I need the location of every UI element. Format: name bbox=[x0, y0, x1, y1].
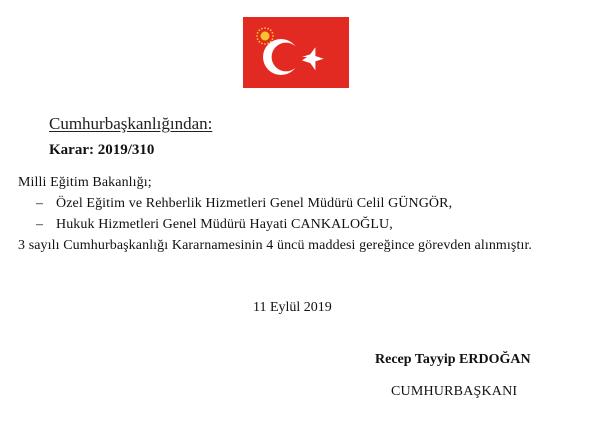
issuer-heading: Cumhurbaşkanlığından: bbox=[49, 114, 213, 133]
list-item bbox=[36, 217, 393, 233]
document-date: 11 Eylül 2019 bbox=[253, 300, 332, 315]
ministry-line: Milli Eğitim Bakanlığı; bbox=[18, 175, 152, 190]
turkish-flag-emblem bbox=[243, 17, 349, 88]
list-item-text: Özel Eğitim ve Rehberlik Hizmetleri Genel Müdürü Celil GÜNGÖR, bbox=[56, 196, 453, 211]
dash-bullet: – bbox=[36, 196, 44, 211]
crescent-star-icon bbox=[243, 17, 349, 88]
list-item bbox=[36, 196, 452, 212]
decision-number: Karar: 2019/310 bbox=[49, 142, 155, 158]
conclusion-line: 3 sayılı Cumhurbaşkanlığı Kararnamesinin 4 üncü maddesi gereğince görevden alınmıştır. bbox=[18, 238, 533, 253]
signer-name: Recep Tayyip ERDOĞAN bbox=[375, 352, 531, 367]
signer-title: CUMHURBAŞKANI bbox=[391, 384, 518, 399]
dash-bullet: – bbox=[36, 217, 44, 232]
list-item-text: Hukuk Hizmetleri Genel Müdürü Hayati CANKALOĞLU, bbox=[56, 217, 393, 232]
